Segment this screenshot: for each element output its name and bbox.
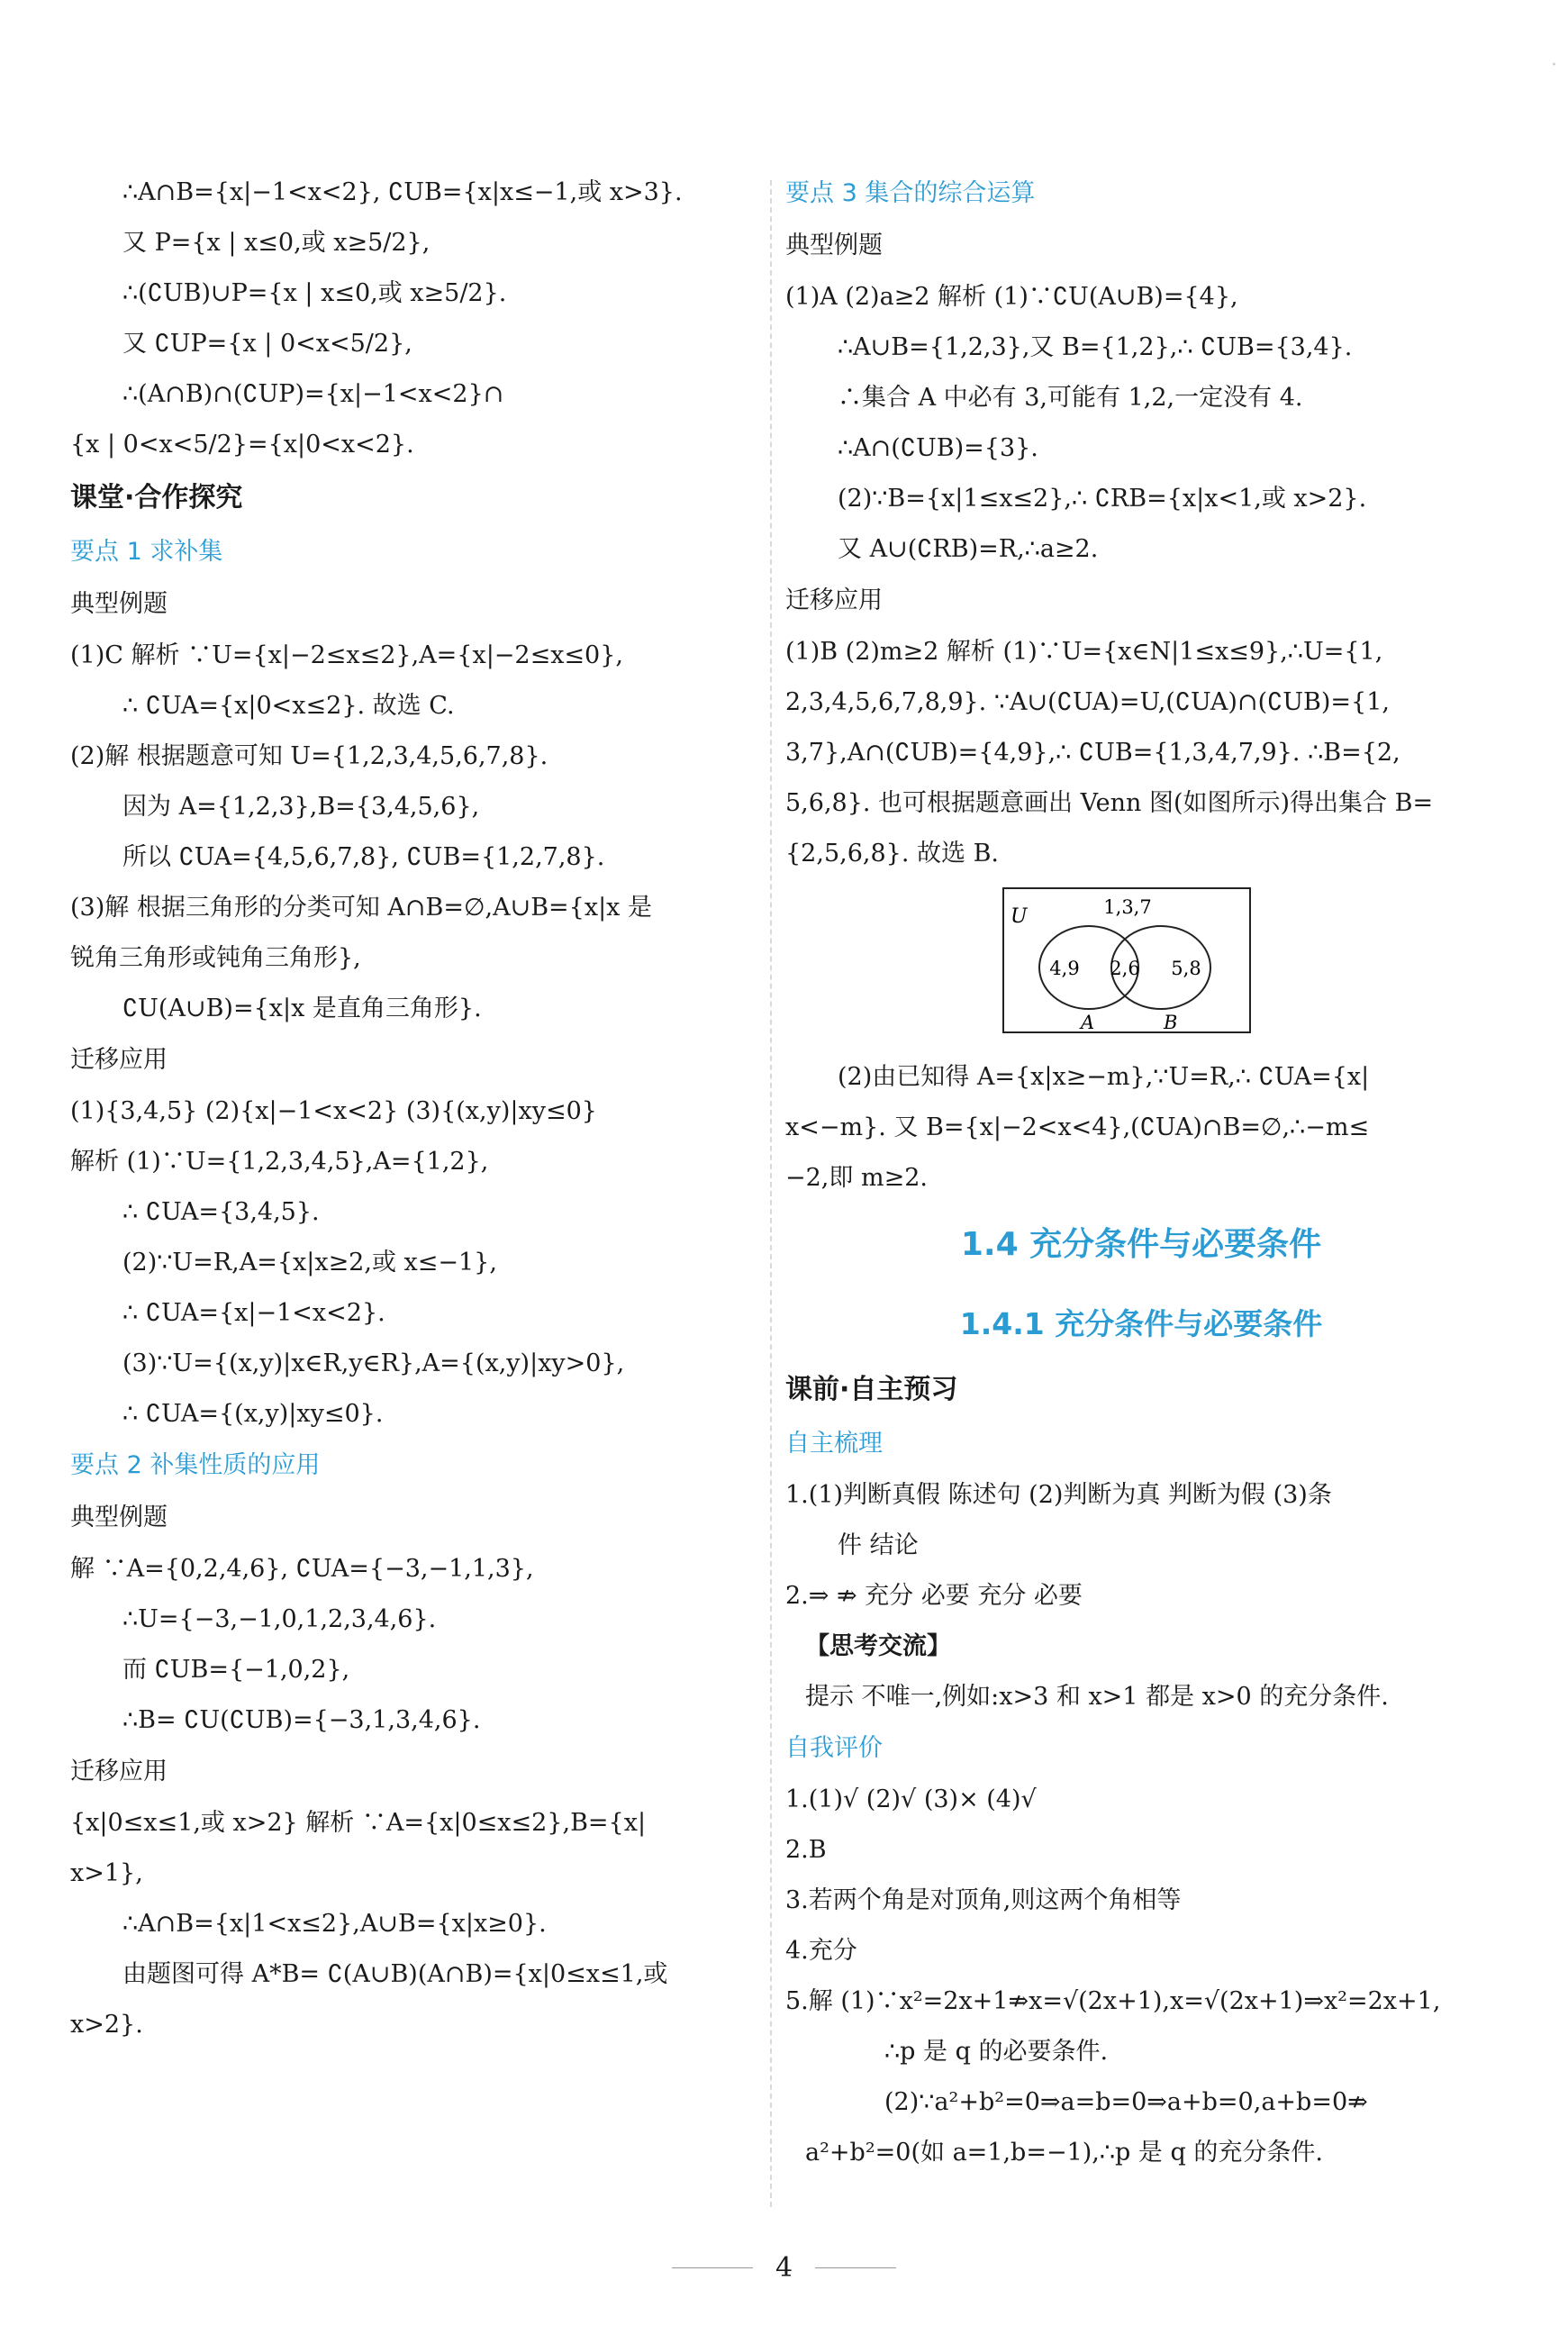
text-line: ∴(A∩B)∩(∁UP)={x|−1<x<2}∩ <box>122 380 504 408</box>
venn-universe-label: U <box>1011 905 1028 928</box>
text-line: (2)∵a²+b²=0⇒a=b=0⇒a+b=0,a+b=0⇏ <box>884 2088 1368 2116</box>
key-point-heading: 要点 1 求补集 <box>70 538 223 566</box>
footer-rule-left <box>672 2267 753 2268</box>
key-point-heading: 自我评价 <box>785 1734 883 1762</box>
text-line: {2,5,6,8}. 故选 B. <box>785 840 999 868</box>
text-line: 提示 不唯一,例如:x>3 和 x>1 都是 x>0 的充分条件. <box>805 1683 1389 1711</box>
text-line: 又 ∁UP={x | 0<x<5/2}, <box>122 330 412 358</box>
text-line: 3.若两个角是对顶角,则这两个角相等 <box>785 1886 1182 1914</box>
key-point-heading: 要点 2 补集性质的应用 <box>70 1451 321 1479</box>
text-line: 又 A∪(∁RB)=R,∴a≥2. <box>838 535 1099 563</box>
venn-outside-values: 1,3,7 <box>1103 896 1152 918</box>
venn-intersection-values: 2,6 <box>1110 958 1140 979</box>
subheading: 迁移应用 <box>785 586 883 614</box>
text-line: ∴ ∁UA={3,4,5}. <box>122 1198 320 1226</box>
section-heading: 课前·自主预习 <box>785 1374 958 1405</box>
left-column <box>70 168 755 2050</box>
venn-only-a-values: 4,9 <box>1049 958 1080 979</box>
subchapter-title: 1.4.1 充分条件与必要条件 <box>959 1306 1323 1341</box>
text-line: (1)C 解析 ∵U={x|−2≤x≤2},A={x|−2≤x≤0}, <box>70 641 623 669</box>
text-line: ∴p 是 q 的必要条件. <box>884 2038 1109 2066</box>
text-line: (2)解 根据题意可知 U={1,2,3,4,5,6,7,8}. <box>70 742 548 770</box>
text-line: 由题图可得 A*B= ∁(A∪B)(A∩B)={x|0≤x≤1,或 <box>122 1960 668 1988</box>
text-line: 又 P={x | x≤0,或 x≥5/2}, <box>122 229 431 257</box>
text-line: 解析 (1)∵U={1,2,3,4,5},A={1,2}, <box>70 1148 489 1176</box>
page-number: 4 <box>775 2252 793 2284</box>
right-column <box>785 168 1497 2178</box>
text-line: 而 ∁UB={−1,0,2}, <box>122 1656 350 1684</box>
column-divider <box>770 180 772 2207</box>
text-line: 2.⇒ ⇏ 充分 必要 充分 必要 <box>785 1582 1083 1610</box>
subheading: 典型例题 <box>785 232 883 259</box>
key-point-heading: 自主梳理 <box>785 1430 883 1458</box>
venn-svg <box>1002 886 1254 1040</box>
text-line: (3)∵U={(x,y)|x∈R,y∈R},A={(x,y)|xy>0}, <box>122 1349 625 1377</box>
text-line: 1.(1)√ (2)√ (3)× (4)√ <box>785 1785 1037 1813</box>
text-line: 4.充分 <box>785 1937 857 1965</box>
subheading: 典型例题 <box>70 590 168 618</box>
subheading: 迁移应用 <box>70 1046 168 1074</box>
text-line: ∴A∩B={x|−1<x<2}, ∁UB={x|x≤−1,或 x>3}. <box>122 178 683 206</box>
text-line: ∴A∩(∁UB)={3}. <box>838 434 1038 462</box>
think-exchange-heading: 【思考交流】 <box>805 1632 951 1660</box>
venn-label-b: B <box>1164 1012 1178 1033</box>
text-line: 件 结论 <box>838 1531 919 1559</box>
text-line: (2)∵U=R,A={x|x≥2,或 x≤−1}, <box>122 1249 497 1276</box>
footer-rule-right <box>815 2267 896 2268</box>
text-line: (3)解 根据三角形的分类可知 A∩B=∅,A∪B={x|x 是 <box>70 894 652 922</box>
text-line: 2.B <box>785 1836 827 1864</box>
subheading: 典型例题 <box>70 1504 168 1531</box>
text-line: 锐角三角形或钝角三角形}, <box>70 944 361 972</box>
text-line: ∴U={−3,−1,0,1,2,3,4,6}. <box>122 1605 437 1633</box>
text-line: 5,6,8}. 也可根据题意画出 Venn 图(如图所示)得出集合 B= <box>785 789 1434 817</box>
text-line: x>1}, <box>70 1859 143 1887</box>
text-line: −2,即 m≥2. <box>785 1164 928 1192</box>
text-line: 2,3,4,5,6,7,8,9}. ∵A∪(∁UA)=U,(∁UA)∩(∁UB)={1, <box>785 688 1390 716</box>
text-line: ∴(∁UB)∪P={x | x≤0,或 x≥5/2}. <box>122 279 507 307</box>
venn-only-b-values: 5,8 <box>1171 958 1201 979</box>
text-line: {x | 0<x<5/2}={x|0<x<2}. <box>70 431 414 459</box>
text-line: ∴A∩B={x|1<x≤2},A∪B={x|x≥0}. <box>122 1910 547 1938</box>
text-line: ∴集合 A 中必有 3,可能有 1,2,一定没有 4. <box>838 384 1303 412</box>
text-line: (1){3,4,5} (2){x|−1<x<2} (3){(x,y)|xy≤0} <box>70 1097 597 1125</box>
page-footer <box>0 2252 1568 2284</box>
venn-label-a: A <box>1081 1012 1095 1033</box>
text-line: 解 ∵A={0,2,4,6}, ∁UA={−3,−1,1,3}, <box>70 1555 534 1583</box>
text-line: 1.(1)判断真假 陈述句 (2)判断为真 判断为假 (3)条 <box>785 1481 1332 1509</box>
text-line: (1)A (2)a≥2 解析 (1)∵∁U(A∪B)={4}, <box>785 283 1238 311</box>
text-line: {x|0≤x≤1,或 x>2} 解析 ∵A={x|0≤x≤2},B={x| <box>70 1809 647 1837</box>
text-line: ∴A∪B={1,2,3},又 B={1,2},∴ ∁UB={3,4}. <box>838 333 1353 361</box>
section-heading: 课堂·合作探究 <box>70 482 243 513</box>
text-line: ∴ ∁UA={x|0<x≤2}. 故选 C. <box>122 692 455 720</box>
text-line: ∴ ∁UA={(x,y)|xy≤0}. <box>122 1400 384 1428</box>
text-line: ∁U(A∪B)={x|x 是直角三角形}. <box>122 995 482 1022</box>
text-line: (2)由已知得 A={x|x≥−m},∵U=R,∴ ∁UA={x| <box>838 1063 1370 1091</box>
text-line: (2)∵B={x|1≤x≤2},∴ ∁RB={x|x<1,或 x>2}. <box>838 485 1367 513</box>
key-point-heading: 要点 3 集合的综合运算 <box>785 179 1036 207</box>
venn-diagram <box>785 886 1497 1049</box>
text-line: ∴ ∁UA={x|−1<x<2}. <box>122 1299 385 1327</box>
subheading: 迁移应用 <box>70 1758 168 1785</box>
corner-mark: · <box>1551 54 1557 77</box>
text-line: 5.解 (1)∵x²=2x+1⇏x=√(2x+1),x=√(2x+1)⇒x²=2x+1, <box>785 1987 1441 2015</box>
text-line: 3,7},A∩(∁UB)={4,9},∴ ∁UB={1,3,4,7,9}. ∴B={2, <box>785 739 1400 767</box>
text-line: x<−m}. 又 B={x|−2<x<4},(∁UA)∩B=∅,∴−m≤ <box>785 1113 1370 1141</box>
text-line: x>2}. <box>70 2011 143 2039</box>
text-line: ∴B= ∁U(∁UB)={−3,1,3,4,6}. <box>122 1706 481 1734</box>
text-line: 因为 A={1,2,3},B={3,4,5,6}, <box>122 793 480 821</box>
chapter-title: 1.4 充分条件与必要条件 <box>960 1226 1322 1263</box>
text-line: 所以 ∁UA={4,5,6,7,8}, ∁UB={1,2,7,8}. <box>122 843 605 871</box>
text-line: a²+b²=0(如 a=1,b=−1),∴p 是 q 的充分条件. <box>805 2139 1323 2167</box>
text-line: (1)B (2)m≥2 解析 (1)∵U={x∈N|1≤x≤9},∴U={1, <box>785 638 1383 666</box>
